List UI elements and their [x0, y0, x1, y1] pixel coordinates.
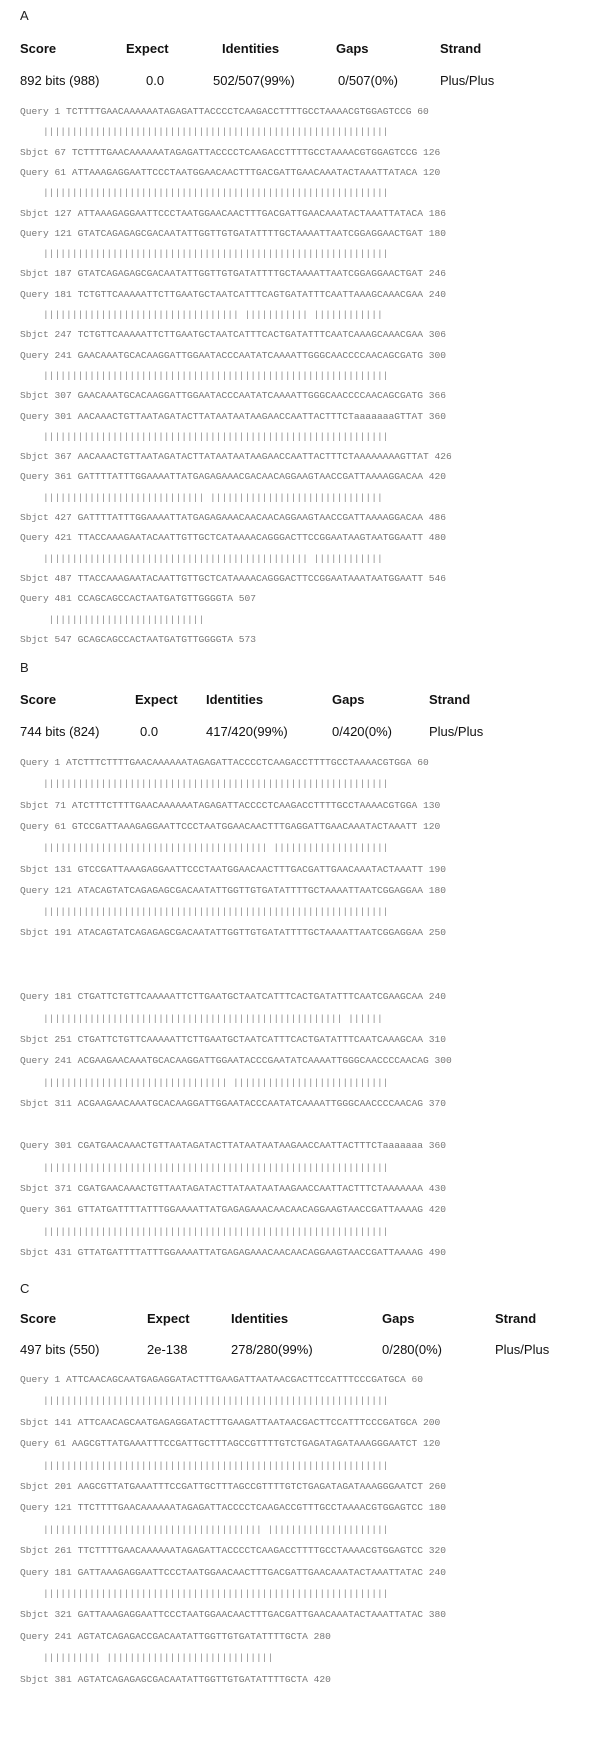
- alignment-match-bars: ||||||||||||||||||||||||||||||||||||||||||||||||||||||||||||: [20, 1225, 389, 1237]
- alignment-match-bars: |||||||||||||||||||||||||||||||||||||||||||||||||||| ||||||: [20, 1012, 383, 1024]
- subject-line: Sbjct 487 TTACCAAAGAATACAATTGTTGCTCATAAAACAGGGACTTCCGGAATAAATAATGGAATT 546: [20, 572, 447, 584]
- query-line: Query 241 AGTATCAGAGACCGACAATATTGGTTGTGATATTTTGCTA 280: [20, 1630, 331, 1642]
- alignment-match-bars: |||||||||||||||||||||||||||||||||| ||||||||||| ||||||||||||: [20, 309, 383, 320]
- subject-line: Sbjct 367 AACAAACTGTTAATAGATACTTATAATAATAAGAACCAATTACTTTCTAAAAAAAAGTTAT 426: [20, 451, 452, 463]
- alignment-match-bars: ||||||||||||||||||||||||||||||||||||||||||||||||||||||||||||: [20, 187, 389, 199]
- subject-line: Sbjct 141 ATTCAACAGCAATGAGAGGATACTTTGAAGATTAATAACGACTTCCATTTCCCGATGCA 200: [20, 1416, 441, 1428]
- value-gaps: 0/280(0%): [382, 1342, 442, 1357]
- header-strand: Strand: [429, 692, 471, 707]
- header-expect: Expect: [126, 41, 169, 56]
- subject-line: Sbjct 371 CGATGAACAAACTGTTAATAGATACTTATAATAATAAGAACCAATTACTTTCTAAAAAAA 430: [20, 1183, 447, 1194]
- header-gaps: Gaps: [332, 692, 365, 707]
- query-line: Query 1 TCTTTTGAACAAAAAATAGAGATTACCCCTCAAGACCTTTTGCCTAAAACGTGGAGTCCG 60: [20, 106, 429, 117]
- value-identities: 417/420(99%): [206, 724, 288, 739]
- value-strand: Plus/Plus: [495, 1342, 550, 1357]
- query-line: Query 301 AACAAACTGTTAATAGATACTTATAATAATAAGAACCAATTACTTTCTaaaaaaaGTTAT 360: [20, 410, 447, 422]
- query-line: Query 1 ATTCAACAGCAATGAGAGGATACTTTGAAGATTAATAACGACTTCCATTTCCCGATGCA 60: [20, 1374, 424, 1385]
- query-line: Query 61 ATTAAAGAGGAATTCCCTAATGGAACAACTTTGACGATTGAACAAATACTAAATTATACA 120: [20, 166, 441, 178]
- alignment-match-bars: ||||||||||||||||||||||||||||||||||||||||||||||||||||||||||||: [20, 1395, 389, 1407]
- value-gaps: 0/507(0%): [338, 73, 398, 88]
- query-line: Query 421 TTACCAAAGAATACAATTGTTGCTCATAAAACAGGGACTTCCGGAATAAGTAATGGAATT 480: [20, 532, 447, 544]
- value-score: 744 bits (824): [20, 724, 100, 739]
- subject-line: Sbjct 67 TCTTTTGAACAAAAAATAGAGATTACCCCTCAAGACCTTTTGCCTAAAACGTGGAGTCCG 126: [20, 146, 441, 158]
- header-score: Score: [20, 1311, 57, 1326]
- subject-line: Sbjct 127 ATTAAAGAGGAATTCCCTAATGGAACAACTTTGACGATTGAACAAATACTAAATTATACA 186: [20, 207, 447, 219]
- subject-line: Sbjct 311 ACGAAGAACAAATGCACAAGGATTGGAATACCCAATATCAAAATTGGGCAACCCCAACAG 370: [20, 1097, 447, 1109]
- value-gaps: 0/420(0%): [332, 724, 392, 739]
- header-gaps: Gaps: [336, 41, 369, 56]
- query-line: Query 121 GTATCAGAGAGCGACAATATTGGTTGTGATATTTTGCTAAAATTAATCGGAGGAACTGAT 180: [20, 227, 447, 239]
- value-score: 892 bits (988): [20, 73, 100, 88]
- value-identities: 278/280(99%): [231, 1342, 313, 1357]
- panel-label: A: [20, 8, 29, 23]
- subject-line: Sbjct 201 AAGCGTTATGAAATTTCCGATTGCTTTAGCCGTTTTGTCTGAGATAGATAAAGGGAATCT 260: [20, 1481, 447, 1492]
- alignment-match-bars: ||||||||||||||||||||||||||||||||||||||||||||||||||||||||||||: [20, 906, 389, 918]
- header-gaps: Gaps: [382, 1311, 415, 1326]
- query-line: Query 61 AAGCGTTATGAAATTTCCGATTGCTTTAGCCGTTTTGTCTGAGATAGATAAAGGGAATCT 120: [20, 1438, 441, 1450]
- alignment-match-bars: ||||||||||||||||||||||||||||||||||||||||||||||||||||||||||||: [20, 1161, 389, 1173]
- alignment-match-bars: ||||||||||||||||||||||||||||||||||||||||||||||||||||||||||||: [20, 1588, 389, 1599]
- alignment-match-bars: ||||||||||||||||||||||||||||||||||||||||||||||||||||||||||||: [20, 126, 389, 138]
- subject-line: Sbjct 247 TCTGTTCAAAAATTCTTGAATGCTAATCATTTCACTGATATTTCAATCAAAGCAAACGAA 306: [20, 329, 447, 341]
- query-line: Query 61 GTCCGATTAAAGAGGAATTCCCTAATGGAACAACTTTGAGGATTGAACAAATACTAAATT 120: [20, 820, 441, 832]
- alignment-match-bars: |||||||||| |||||||||||||||||||||||||||||: [20, 1652, 274, 1664]
- query-line: Query 241 ACGAAGAACAAATGCACAAGGATTGGAATACCCGAATATCAAAATTGGGCAACCCCAACAG 300: [20, 1055, 452, 1067]
- query-line: Query 181 GATTAAAGAGGAATTCCCTAATGGAACAACTTTGACGATTGAACAAATACTAAATTATAC 240: [20, 1566, 447, 1578]
- query-line: Query 1 ATCTTTCTTTTGAACAAAAAATAGAGATTACCCCTCAAGACCTTTTGCCTAAAACGTGGA 60: [20, 757, 429, 768]
- query-line: Query 181 CTGATTCTGTTCAAAAATTCTTGAATGCTAATCATTTCACTGATATTTCAATCGAAGCAA 240: [20, 991, 447, 1003]
- value-strand: Plus/Plus: [440, 73, 495, 88]
- subject-line: Sbjct 431 GTTATGATTTTATTTGGAAAATTATGAGAGAAACAACAACAGGAAGTAACCGATTAAAAG 490: [20, 1246, 447, 1258]
- query-line: Query 361 GATTTTATTTGGAAAATTATGAGAGAAACGACAACAGGAAGTAACCGATTAAAAGGACAA 420: [20, 471, 447, 483]
- value-expect: 0.0: [140, 724, 159, 739]
- header-identities: Identities: [231, 1311, 289, 1326]
- alignment-match-bars: |||||||||||||||||||||||||||||||| |||||||||||||||||||||||||||: [20, 1076, 389, 1088]
- header-strand: Strand: [440, 41, 482, 56]
- query-line: Query 361 GTTATGATTTTATTTGGAAAATTATGAGAGAAACAACAACAGGAAGTAACCGATTAAAAG 420: [20, 1204, 447, 1216]
- header-identities: Identities: [222, 41, 280, 56]
- header-strand: Strand: [495, 1311, 537, 1326]
- query-line: Query 121 ATACAGTATCAGAGAGCGACAATATTGGTTGTGATATTTTGCTAAAATTAATCGGAGGAA 180: [20, 884, 447, 896]
- subject-line: Sbjct 427 GATTTTATTTGGAAAATTATGAGAGAAACAACAACAGGAAGTAACCGATTAAAAGGACAA 486: [20, 512, 447, 523]
- query-line: Query 301 CGATGAACAAACTGTTAATAGATACTTATAATAATAAGAACCAATTACTTTCTaaaaaaa 360: [20, 1140, 447, 1152]
- value-identities: 502/507(99%): [213, 73, 295, 88]
- alignment-match-bars: ||||||||||||||||||||||||||||||||||||||||||||||||||||||||||||: [20, 1459, 389, 1471]
- subject-line: Sbjct 187 GTATCAGAGAGCGACAATATTGGTTGTGATATTTTGCTAAAATTAATCGGAGGAACTGAT 246: [20, 268, 447, 280]
- value-expect: 2e-138: [147, 1342, 188, 1357]
- header-expect: Expect: [147, 1311, 190, 1326]
- header-expect: Expect: [135, 692, 178, 707]
- alignment-match-bars: |||||||||||||||||||||||||||||||||||||| |||||||||||||||||||||: [20, 1523, 389, 1535]
- query-line: Query 481 CCAGCAGCCACTAATGATGTTGGGGTA 507: [20, 593, 257, 605]
- subject-line: Sbjct 547 GCAGCAGCCACTAATGATGTTGGGGTA 573: [20, 633, 257, 645]
- alignment-match-bars: |||||||||||||||||||||||||||: [20, 613, 205, 625]
- alignment-match-bars: ||||||||||||||||||||||||||||||||||||||||||||||||||||||||||||: [20, 778, 389, 790]
- alignment-match-bars: ||||||||||||||||||||||||||||||||||||||||||||||||||||||||||||: [20, 430, 389, 442]
- alignment-match-bars: ||||||||||||||||||||||||||||||||||||||||||||||||||||||||||||: [20, 369, 389, 381]
- query-line: Query 181 TCTGTTCAAAAATTCTTGAATGCTAATCATTTCAGTGATATTTCAATTAAAGCAAACGAA 240: [20, 288, 447, 300]
- query-line: Query 241 GAACAAATGCACAAGGATTGGAATACCCAATATCAAAATTGGGCAACCCCAACAGCGATG 300: [20, 349, 447, 361]
- subject-line: Sbjct 307 GAACAAATGCACAAGGATTGGAATACCCAATATCAAAATTGGGCAACCCCAACAGCGATG 366: [20, 390, 447, 402]
- alignment-match-bars: |||||||||||||||||||||||||||||||||||||||||||||| ||||||||||||: [20, 552, 383, 564]
- query-line: Query 121 TTCTTTTGAACAAAAAATAGAGATTACCCCTCAAGACCGTTTGCCTAAAACGTGGAGTCC 180: [20, 1502, 447, 1514]
- header-score: Score: [20, 41, 57, 56]
- subject-line: Sbjct 131 GTCCGATTAAAGAGGAATTCCCTAATGGAACAACTTTGACGATTGAACAAATACTAAATT 190: [20, 863, 447, 875]
- panel-label: C: [20, 1281, 30, 1296]
- subject-line: Sbjct 261 TTCTTTTGAACAAAAAATAGAGATTACCCCTCAAGACCTTTTGCCTAAAACGTGGAGTCC 320: [20, 1545, 447, 1557]
- panel-label: B: [20, 660, 29, 675]
- subject-line: Sbjct 71 ATCTTTCTTTTGAACAAAAAATAGAGATTACCCCTCAAGACCTTTTGCCTAAAACGTGGA 130: [20, 799, 441, 811]
- value-score: 497 bits (550): [20, 1342, 100, 1357]
- alignment-match-bars: ||||||||||||||||||||||||||||||||||||||||||||||||||||||||||||: [20, 248, 389, 260]
- alignment-match-bars: ||||||||||||||||||||||||||||||||||||||| ||||||||||||||||||||: [20, 842, 389, 854]
- subject-line: Sbjct 381 AGTATCAGAGAGCGACAATATTGGTTGTGATATTTTGCTA 420: [20, 1673, 331, 1685]
- value-strand: Plus/Plus: [429, 724, 484, 739]
- subject-line: Sbjct 191 ATACAGTATCAGAGAGCGACAATATTGGTTGTGATATTTTGCTAAAATTAATCGGAGGAA 250: [20, 927, 447, 939]
- alignment-match-bars: |||||||||||||||||||||||||||| ||||||||||||||||||||||||||||||: [20, 491, 383, 503]
- subject-line: Sbjct 321 GATTAAAGAGGAATTCCCTAATGGAACAACTTTGACGATTGAACAAATACTAAATTATAC 380: [20, 1609, 447, 1621]
- header-identities: Identities: [206, 692, 264, 707]
- subject-line: Sbjct 251 CTGATTCTGTTCAAAAATTCTTGAATGCTAATCATTTCACTGATATTTCAATCAAAGCAA 310: [20, 1033, 447, 1045]
- value-expect: 0.0: [146, 73, 165, 88]
- header-score: Score: [20, 692, 57, 707]
